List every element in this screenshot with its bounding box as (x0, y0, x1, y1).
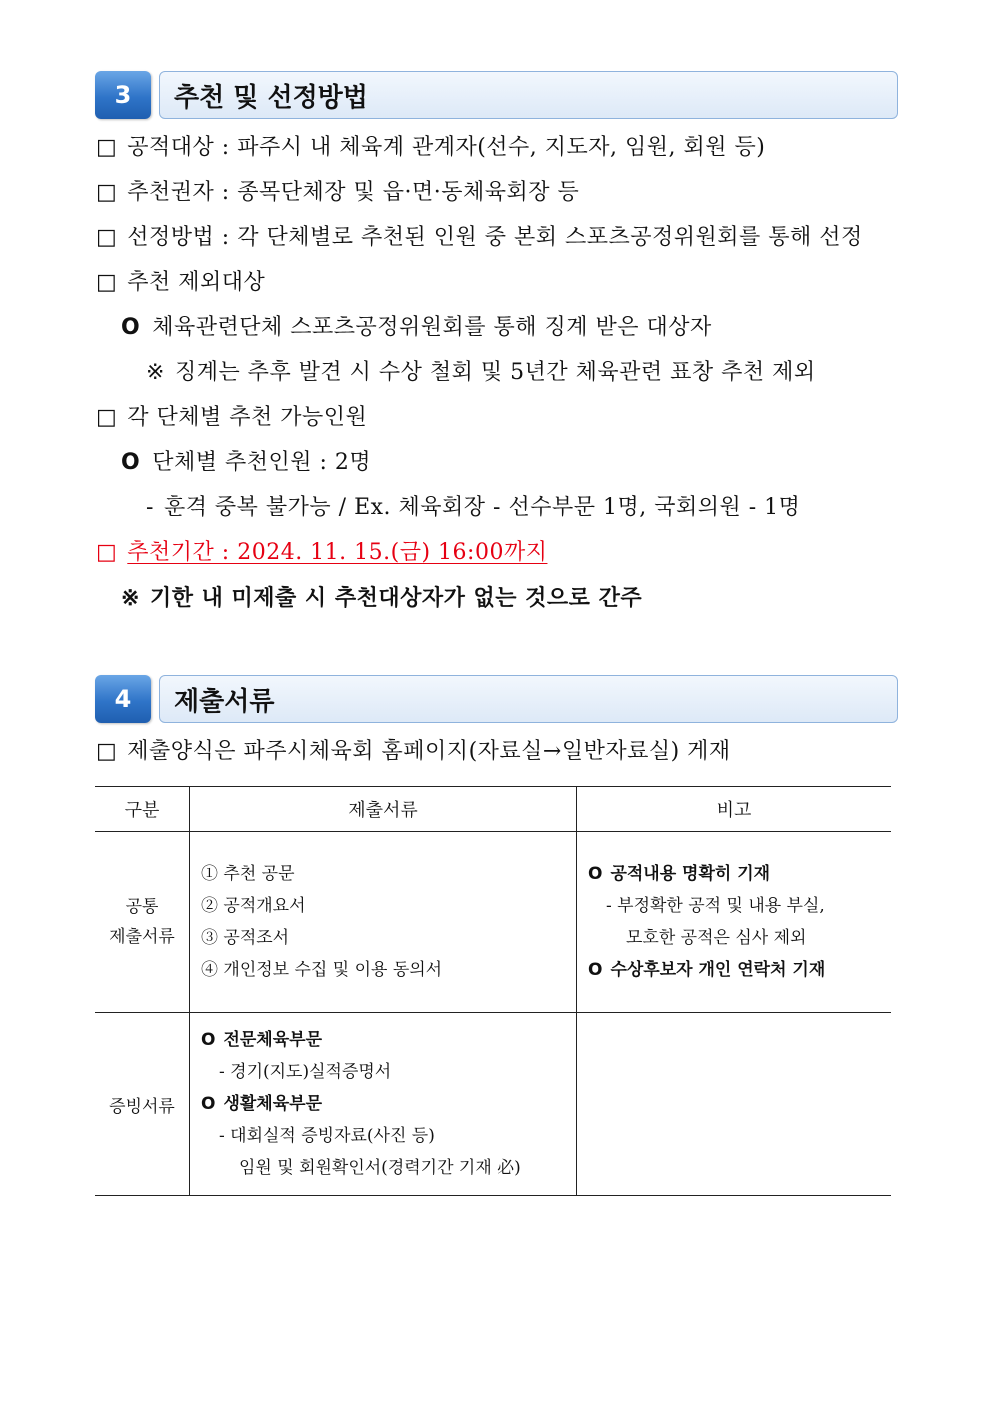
item-text: 추천기간 : 2024. 11. 15.(금) 16:00까지 (127, 540, 548, 565)
notes-cell (577, 832, 892, 1013)
category-label: 제출서류 (109, 927, 175, 947)
document-item: ① 추천 공문 (201, 864, 295, 884)
item-text: 징계는 추후 발견 시 수상 철회 및 5년간 체육관련 표창 추천 제외 (174, 360, 816, 385)
item-target (96, 133, 765, 163)
section-3-header (95, 71, 898, 119)
item-text: 선정방법 : 각 단체별로 추천된 인원 중 본회 스포츠공정위원회를 통해 선정 (127, 225, 863, 250)
documents-cell (190, 1013, 577, 1196)
category-cell (95, 832, 190, 1013)
note-exclusion (146, 358, 816, 388)
column-header: 제출서류 (190, 787, 577, 832)
document-item: ② 공적개요서 (201, 896, 306, 916)
note-heading: O 수상후보자 개인 연락처 기재 (588, 960, 826, 980)
circle-bullet-icon: O (121, 450, 141, 475)
section-number-badge: 4 (95, 675, 151, 723)
circle-bullet-icon: O (201, 1030, 216, 1050)
checkbox-marker: □ (96, 225, 118, 250)
item-text: 기한 내 미제출 시 추천대상자가 없는 것으로 간주 (149, 585, 643, 611)
category-label: 공통 (125, 897, 159, 917)
table-row (95, 1013, 891, 1196)
document-item: ④ 개인정보 수집 및 이용 동의서 (201, 960, 443, 980)
item-deadline (96, 538, 547, 568)
section-title-bar (159, 675, 898, 723)
section-title: 제출서류 (174, 686, 275, 717)
document-item: - 대회실적 증빙자료(사진 등) (219, 1126, 435, 1146)
note-mark-icon: ※ (121, 585, 140, 611)
item-text: 체육관련단체 스포츠공정위원회를 통해 징계 받은 대상자 (152, 315, 712, 340)
section-title: 추천 및 선정방법 (174, 82, 368, 113)
document-item: 임원 및 회원확인서(경력기간 기재 必) (239, 1158, 521, 1178)
note-mark-icon: ※ (146, 360, 165, 385)
item-quota (96, 403, 367, 433)
note-detail: - 부정확한 공적 및 내용 부실, (606, 896, 825, 916)
dash-marker: - (146, 495, 154, 520)
item-text: 추천권자 : 종목단체장 및 읍·면·동체육회장 등 (127, 180, 580, 205)
item-recommender (96, 178, 579, 208)
item-exclusion (96, 268, 265, 298)
circle-bullet-icon: O (121, 315, 141, 340)
item-text: 추천 제외대상 (127, 270, 266, 295)
table-row (95, 832, 891, 1013)
note-detail: 모호한 공적은 심사 제외 (626, 928, 807, 948)
note-deadline (121, 583, 642, 613)
column-header: 비고 (577, 787, 892, 832)
checkbox-marker: □ (96, 180, 118, 205)
documents-cell (190, 832, 577, 1013)
item-text: 훈격 중복 불가능 / Ex. 체육회장 - 선수부문 1명, 국회의원 - 1명 (163, 495, 801, 520)
section-title-bar (159, 71, 898, 119)
note-heading: O 공적내용 명확히 기재 (588, 864, 771, 884)
notes-cell-empty (577, 1013, 892, 1196)
section-4-header (95, 675, 898, 723)
circle-bullet-icon: O (588, 864, 603, 884)
circle-bullet-icon: O (588, 960, 603, 980)
column-header: 구분 (95, 787, 190, 832)
checkbox-marker: □ (96, 405, 118, 430)
item-form-notice (96, 737, 731, 767)
circle-bullet-icon: O (201, 1094, 216, 1114)
subitem-exclusion-detail (121, 313, 712, 343)
item-selection-method (96, 223, 863, 253)
checkbox-marker: □ (96, 270, 118, 295)
subitem-quota-detail (121, 448, 371, 478)
document-item: - 경기(지도)실적증명서 (219, 1062, 392, 1082)
document-item: ③ 공적조서 (201, 928, 290, 948)
dash-quota-note (146, 493, 800, 523)
checkbox-marker: □ (96, 540, 118, 565)
item-text: 각 단체별 추천 가능인원 (127, 405, 368, 430)
item-text: 공적대상 : 파주시 내 체육계 관계자(선수, 지도자, 임원, 회원 등) (127, 135, 766, 160)
document-group-heading: O 생활체육부문 (201, 1094, 322, 1114)
checkbox-marker: □ (96, 135, 118, 160)
checkbox-marker: □ (96, 739, 118, 764)
item-text: 제출양식은 파주시체육회 홈페이지(자료실→일반자료실) 게재 (127, 739, 731, 764)
table-header-row (95, 787, 891, 832)
item-text: 단체별 추천인원 : 2명 (152, 450, 372, 475)
documents-table (95, 786, 891, 1196)
category-cell: 증빙서류 (95, 1013, 190, 1196)
section-number-badge: 3 (95, 71, 151, 119)
document-group-heading: O 전문체육부문 (201, 1030, 322, 1050)
